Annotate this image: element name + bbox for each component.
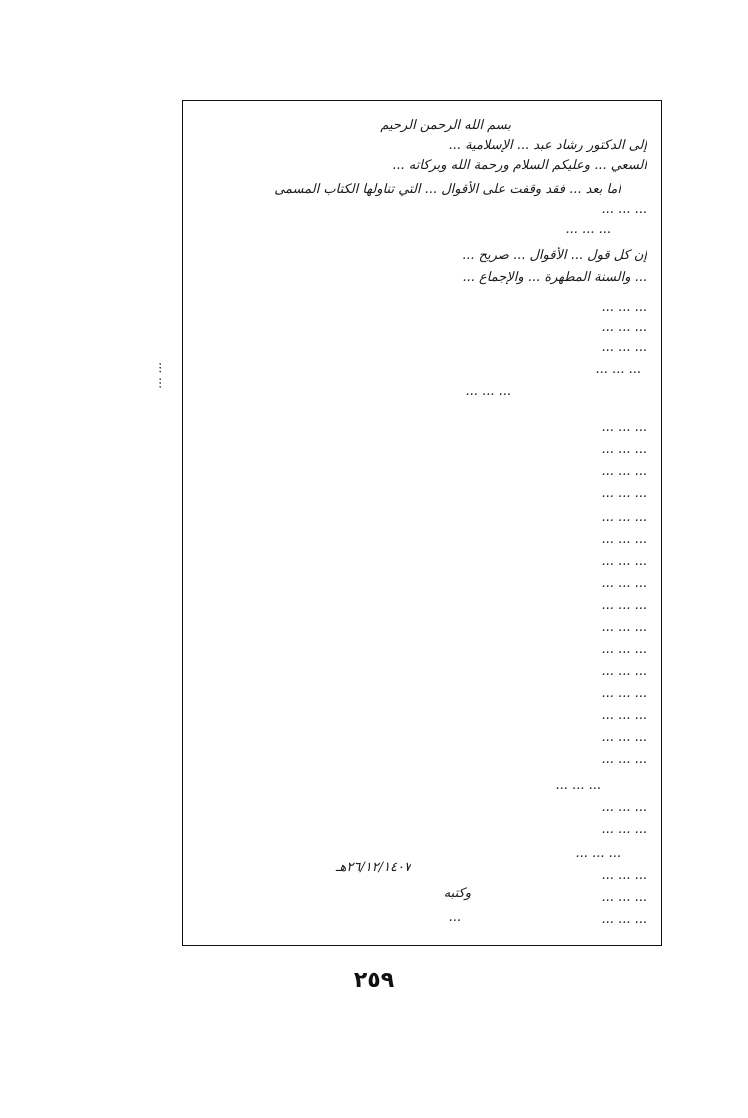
letter-line: ... ... ...: [555, 778, 601, 793]
letter-line: ... ... ...: [601, 464, 647, 479]
letter-line: أما بعد ... فقد وقفت على الأقوال ... التي تناولها الكتاب المسمى: [274, 182, 621, 197]
letter-line: ... ... ...: [601, 912, 647, 927]
signature-line: وكتبه: [443, 886, 471, 901]
letter-line: بسم الله الرحمن الرحيم: [380, 118, 511, 133]
letter-line: ... ... ...: [595, 362, 641, 377]
letter-line: ... ... ...: [601, 576, 647, 591]
letter-line: ... ... ...: [565, 222, 611, 237]
letter-line: إن كل قول ... الأقوال ... صريح ...: [462, 248, 647, 263]
letter-line: ... والسنة المطهرة ... والإجماع ...: [462, 270, 647, 285]
letter-line: ... ... ...: [601, 420, 647, 435]
signature-name: ...: [448, 910, 461, 925]
letter-line: ... ... ...: [601, 554, 647, 569]
letter-line: ... ... ...: [601, 442, 647, 457]
letter-line: ... ... ...: [601, 686, 647, 701]
letter-line: إلى الدكتور رشاد عبد ... الإسلامية ...: [448, 138, 647, 153]
letter-line: ... ... ...: [575, 846, 621, 861]
page-number: ٢٥٩: [353, 968, 395, 993]
letter-line: ... ... ...: [601, 620, 647, 635]
letter-line: ... ... ...: [601, 320, 647, 335]
letter-line: ... ... ...: [601, 300, 647, 315]
letter-line: ... ... ...: [601, 510, 647, 525]
letter-line: ... ... ...: [465, 384, 511, 399]
letter-line: ... ... ...: [601, 868, 647, 883]
letter-line: ... ... ...: [601, 822, 647, 837]
letter-line: ... ... ...: [601, 800, 647, 815]
handwritten-letter: [183, 101, 661, 945]
margin-annotation: ... ...: [150, 362, 164, 389]
letter-line: السعي ... وعليكم السلام ورحمة الله وبركاته ...: [392, 158, 647, 173]
letter-line: ... ... ...: [601, 890, 647, 905]
letter-line: ... ... ...: [601, 752, 647, 767]
letter-line: ... ... ...: [601, 730, 647, 745]
letter-line: ... ... ...: [601, 642, 647, 657]
letter-date: ٢٦/١٢/١٤٠٧هـ: [335, 860, 411, 875]
letter-line: ... ... ...: [601, 708, 647, 723]
letter-line: ... ... ...: [601, 202, 647, 217]
letter-line: ... ... ...: [601, 664, 647, 679]
letter-line: ... ... ...: [601, 486, 647, 501]
letter-line: ... ... ...: [601, 532, 647, 547]
letter-line: ... ... ...: [601, 598, 647, 613]
document-frame: [182, 100, 662, 946]
letter-line: ... ... ...: [601, 340, 647, 355]
